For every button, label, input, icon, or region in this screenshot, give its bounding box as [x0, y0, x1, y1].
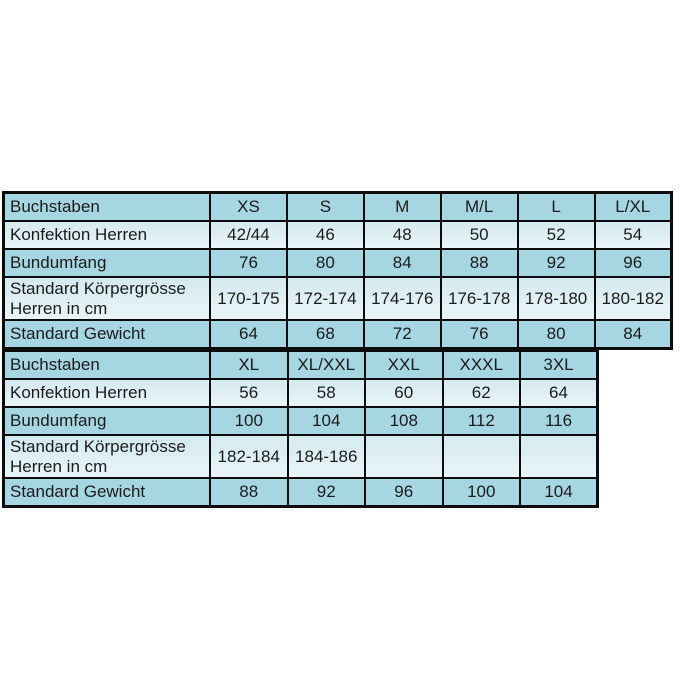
value-cell: 96	[595, 249, 672, 277]
value-cell: 170-175	[210, 277, 287, 320]
value-cell: 116	[520, 407, 598, 435]
size-table-xl-to-3xl	[2, 349, 599, 508]
value-cell: 42/44	[210, 221, 287, 249]
value-cell: 174-176	[364, 277, 441, 320]
value-cell: 60	[365, 379, 443, 407]
table-row	[4, 478, 598, 507]
value-cell: 52	[518, 221, 595, 249]
table-row	[4, 193, 672, 222]
value-cell: 50	[441, 221, 518, 249]
value-cell: 92	[518, 249, 595, 277]
row-label-cell: Konfektion Herren	[4, 221, 211, 249]
value-cell: 92	[288, 478, 366, 507]
value-cell: XL/XXL	[288, 351, 366, 380]
value-cell: 180-182	[595, 277, 672, 320]
row-label-cell: Konfektion Herren	[4, 379, 211, 407]
value-cell: L/XL	[595, 193, 672, 222]
value-cell: 172-174	[287, 277, 364, 320]
value-cell: M/L	[441, 193, 518, 222]
value-cell: 176-178	[441, 277, 518, 320]
value-cell: 76	[441, 320, 518, 349]
value-cell: 3XL	[520, 351, 598, 380]
row-label-cell: Standard Körpergrösse Herren in cm	[4, 277, 211, 320]
value-cell: 100	[443, 478, 521, 507]
value-cell: 56	[210, 379, 288, 407]
row-label-cell: Bundumfang	[4, 407, 211, 435]
value-cell: 72	[364, 320, 441, 349]
table-row	[4, 435, 598, 478]
value-cell: 62	[443, 379, 521, 407]
value-cell: 88	[441, 249, 518, 277]
value-cell	[443, 435, 521, 478]
value-cell: L	[518, 193, 595, 222]
value-cell: 178-180	[518, 277, 595, 320]
value-cell: 182-184	[210, 435, 288, 478]
table-row	[4, 379, 598, 407]
value-cell: 88	[210, 478, 288, 507]
value-cell: 58	[288, 379, 366, 407]
value-cell: 46	[287, 221, 364, 249]
table-row	[4, 277, 672, 320]
value-cell: M	[364, 193, 441, 222]
table-row	[4, 249, 672, 277]
row-label-cell: Buchstaben	[4, 193, 211, 222]
table-row	[4, 351, 598, 380]
value-cell: 80	[518, 320, 595, 349]
row-label-cell: Standard Körpergrösse Herren in cm	[4, 435, 211, 478]
value-cell	[520, 435, 598, 478]
value-cell	[365, 435, 443, 478]
value-cell: 104	[288, 407, 366, 435]
table-row	[4, 407, 598, 435]
row-label-cell: Standard Gewicht	[4, 478, 211, 507]
value-cell: 112	[443, 407, 521, 435]
table-row	[4, 320, 672, 349]
value-cell: XXL	[365, 351, 443, 380]
row-label-cell: Buchstaben	[4, 351, 211, 380]
value-cell: 48	[364, 221, 441, 249]
value-cell: 84	[595, 320, 672, 349]
value-cell: 96	[365, 478, 443, 507]
size-table-xs-to-lxl	[2, 191, 673, 350]
row-label-cell: Bundumfang	[4, 249, 211, 277]
value-cell: 64	[520, 379, 598, 407]
value-cell: S	[287, 193, 364, 222]
value-cell: 104	[520, 478, 598, 507]
value-cell: 68	[287, 320, 364, 349]
value-cell: XS	[210, 193, 287, 222]
value-cell: 54	[595, 221, 672, 249]
value-cell: XL	[210, 351, 288, 380]
value-cell: 184-186	[288, 435, 366, 478]
value-cell: 64	[210, 320, 287, 349]
value-cell: 76	[210, 249, 287, 277]
value-cell: XXXL	[443, 351, 521, 380]
row-label-cell: Standard Gewicht	[4, 320, 211, 349]
value-cell: 80	[287, 249, 364, 277]
table-row	[4, 221, 672, 249]
value-cell: 84	[364, 249, 441, 277]
value-cell: 100	[210, 407, 288, 435]
value-cell: 108	[365, 407, 443, 435]
